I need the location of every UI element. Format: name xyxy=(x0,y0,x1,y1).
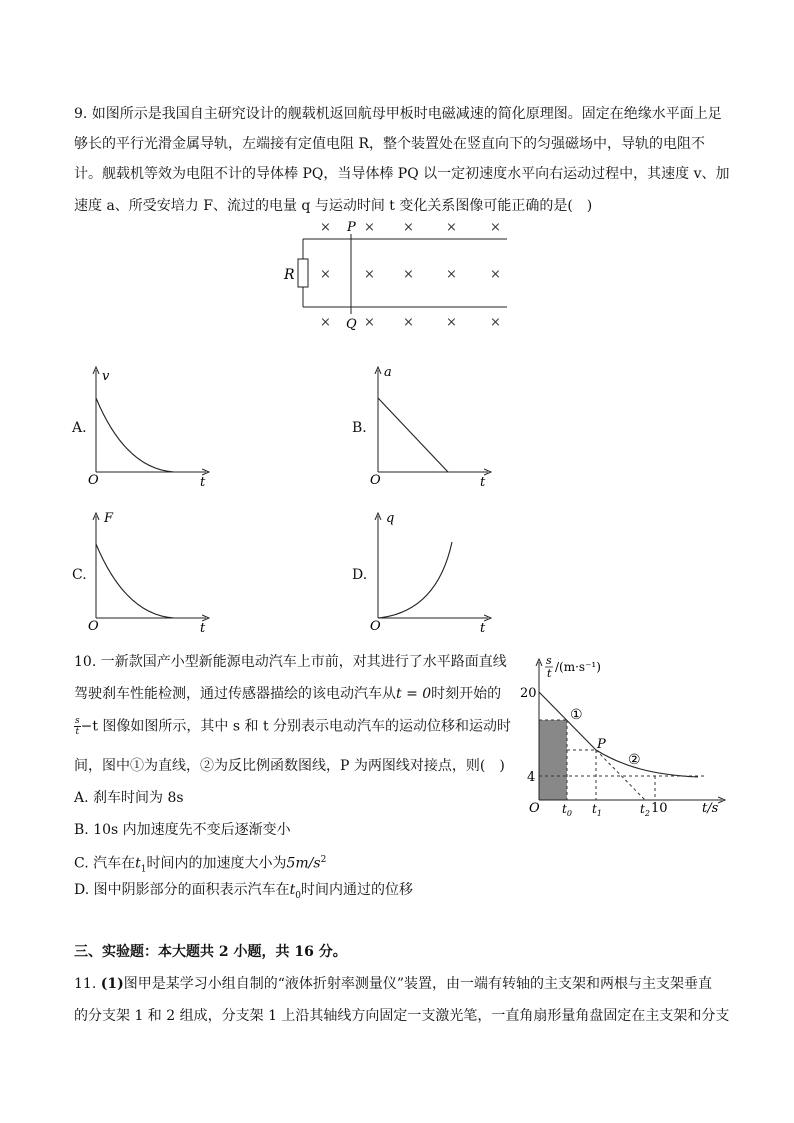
q10-math-t0: t = 0 xyxy=(396,686,432,702)
opt-c-sup: 2 xyxy=(320,855,327,865)
line-2-marker: ② xyxy=(628,752,641,768)
line-1-marker: ① xyxy=(570,707,583,723)
q10-st-graph xyxy=(512,652,732,822)
axis-label-y: F xyxy=(104,511,114,526)
q10-line-1: 10. 一新款国产小型新能源电动汽车上市前，对其进行了水平路面直线 xyxy=(74,654,507,670)
q10-option-a: A. 刹车时间为 8s xyxy=(74,790,184,806)
field-cross: × xyxy=(490,267,501,282)
origin-label: O xyxy=(88,619,99,634)
y-axis-unit: /(m·s⁻¹) xyxy=(555,660,601,674)
opt-c-pre: C. 汽车在 xyxy=(74,855,136,872)
option-a-graph xyxy=(82,362,214,490)
q10-option-b: B. 10s 内加速度先不变后逐渐变小 xyxy=(74,822,291,838)
field-cross: × xyxy=(320,267,331,282)
tick-t0: $t_0$ xyxy=(562,802,572,818)
axis-label-y: q xyxy=(386,511,395,526)
field-cross: × xyxy=(403,267,414,282)
resistor-label: R xyxy=(284,267,295,283)
tick-t1: $t_1$ xyxy=(592,802,602,818)
field-cross: × xyxy=(446,267,457,282)
tick-y-4: 4 xyxy=(527,770,536,785)
opt-c-var: t xyxy=(135,855,141,872)
q10-line-4: 间，图中①为直线，②为反比例函数图线，P 为两图线对接点，则( ) xyxy=(74,758,505,774)
q11-part-1: (1) xyxy=(100,976,124,992)
field-cross: × xyxy=(446,315,457,330)
option-b-letter: B. xyxy=(352,420,367,436)
q10-line-3-text: −t 图像如图所示，其中 s 和 t 分别表示电动汽车的运动位移和运动时 xyxy=(80,718,512,735)
axis-label-x: t xyxy=(480,475,486,490)
section-3-heading: 三、实验题：本大题共 2 小题，共 16 分。 xyxy=(74,944,347,960)
option-a-letter: A. xyxy=(72,420,87,436)
opt-d-var: t xyxy=(289,882,296,898)
q11-line-1 xyxy=(74,974,712,994)
q11-number: 11. xyxy=(74,976,101,992)
option-d-graph xyxy=(364,508,496,636)
origin-label: O xyxy=(370,473,381,488)
origin-label: O xyxy=(370,619,381,634)
q9-circuit-diagram xyxy=(270,212,520,337)
tick-x-10: 10 xyxy=(651,801,668,816)
field-cross: × xyxy=(364,220,375,235)
q10-fraction xyxy=(74,716,81,737)
q9-line-4: 速度 a、所受安培力 F、流过的电量 q 与运动时间 t 变化关系图像可能正确的是( ) xyxy=(74,198,593,214)
q11-line-1-text: 图甲是某学习小组自制的“液体折射率测量仪”装置，由一端有转轴的主支架和两根与主支架垂直 xyxy=(123,976,713,992)
option-b-graph xyxy=(364,362,496,490)
rod-label-p: P xyxy=(347,220,356,235)
q10-line-2-end: 时刻开始的 xyxy=(431,686,502,702)
tick-y-20: 20 xyxy=(520,686,537,701)
origin-label: O xyxy=(88,473,99,488)
q10-line-2-text: 驾驶刹车性能检测，通过传感器描绘的该电动汽车从 xyxy=(74,686,396,702)
field-cross: × xyxy=(364,315,375,330)
axis-label-x: t xyxy=(200,621,206,636)
opt-c-sub: 1 xyxy=(140,864,147,875)
q11-line-2: 的分支架 1 和 2 组成，分支架 1 上沿其轴线方向固定一支激光笔，一直角扇形量角盘固定在主支架和分支 xyxy=(74,1008,730,1024)
opt-d-pre: D. 图中阴影部分的面积表示汽车在 xyxy=(74,882,290,898)
q9-line-1: 9. 如图所示是我国自主研究设计的舰载机返回航母甲板时电磁减速的简化原理图。固定在绝缘水平面上足 xyxy=(74,106,722,122)
field-cross: × xyxy=(320,220,331,235)
q10-option-c xyxy=(74,850,326,879)
opt-d-sub: 0 xyxy=(295,890,302,901)
axis-label-x: t xyxy=(200,475,206,490)
q10-line-2 xyxy=(74,684,501,704)
opt-d-end: 时间内通过的位移 xyxy=(301,882,414,898)
field-cross: × xyxy=(446,220,457,235)
opt-c-val: 5m/s xyxy=(286,855,321,872)
origin-label: O xyxy=(529,801,540,816)
point-p-label: P xyxy=(597,737,606,752)
frac-den: t xyxy=(75,727,80,737)
field-cross: × xyxy=(364,267,375,282)
opt-c-mid: 时间内的加速度大小为 xyxy=(146,855,287,872)
axis-label-y: a xyxy=(384,365,392,380)
frac-num: s xyxy=(75,716,80,726)
tick-t2: $t_2$ xyxy=(640,802,650,818)
q10-option-d xyxy=(74,880,413,906)
y-axis-label-num: s xyxy=(546,654,552,667)
q9-line-3: 计。舰载机等效为电阻不计的导体棒 PQ，当导体棒 PQ 以一定初速度水平向右运动过程中，其速度 v、加 xyxy=(74,166,730,182)
q9-line-2: 够长的平行光滑金属导轨，左端接有定值电阻 R，整个装置处在竖直向下的匀强磁场中，导轨的电阻不 xyxy=(74,136,705,152)
option-c-letter: C. xyxy=(72,567,87,583)
field-cross: × xyxy=(320,315,331,330)
y-axis-label-den: t xyxy=(547,667,552,680)
x-axis-label: t/s xyxy=(702,801,719,816)
axis-label-y: v xyxy=(102,369,110,384)
option-c-graph xyxy=(82,508,214,636)
rod-label-q: Q xyxy=(346,317,357,332)
field-cross: × xyxy=(490,220,501,235)
field-cross: × xyxy=(490,315,501,330)
field-cross: × xyxy=(403,315,414,330)
q10-line-3 xyxy=(74,716,511,737)
shaded-area xyxy=(539,720,567,800)
field-cross: × xyxy=(403,220,414,235)
axis-label-x: t xyxy=(480,621,486,636)
option-d-letter: D. xyxy=(352,567,368,583)
